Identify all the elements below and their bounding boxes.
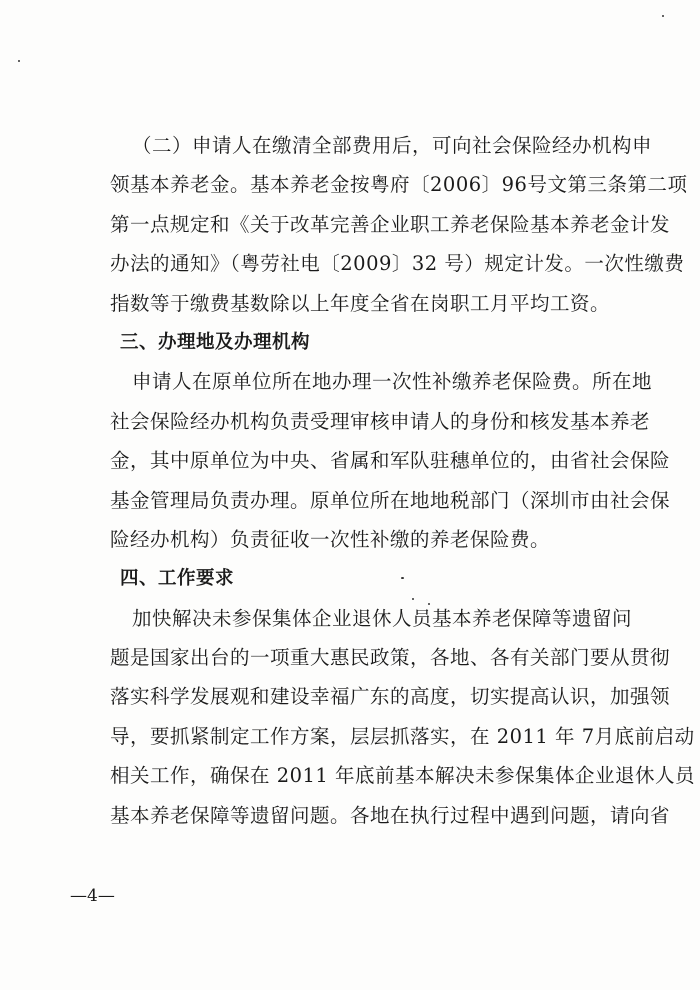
- paragraph-line: 金，其中原单位为中央、省属和军队驻穗单位的，由省社会保险: [110, 449, 671, 473]
- paragraph-line: 相关工作，确保在 2011 年底前基本解决未参保集体企业退休人员: [110, 764, 696, 788]
- paragraph-line: 社会保险经办机构负责受理审核申请人的身份和核发基本养老: [110, 409, 651, 433]
- paragraph-line: 导，要抓紧制定工作方案，层层抓落实，在 2011 年 7月底前启动: [110, 724, 695, 748]
- paragraph-line: 第一点规定和《关于改革完善企业职工养老保险基本养老金计发: [110, 212, 671, 236]
- scan-speck: [401, 577, 404, 579]
- section-heading: 四、工作要求: [120, 568, 235, 590]
- paragraph-line: 基本养老保障等遗留问题。各地在执行过程中遇到问题，请向省: [110, 803, 671, 827]
- paragraph-line: 指数等于缴费基数除以上年度全省在岗职工月平均工资。: [110, 291, 611, 315]
- paragraph-line: 申请人在原单位所在地办理一次性补缴养老保险费。所在地: [132, 370, 653, 394]
- paragraph-line: （二）申请人在缴清全部费用后，可向社会保险经办机构申: [132, 134, 653, 157]
- paragraph-line: 加快解决未参保集体企业退休人员基本养老保障等遗留问: [132, 606, 633, 630]
- scan-speck: [662, 15, 664, 17]
- scan-speck: [412, 598, 414, 600]
- scan-speck: [428, 603, 430, 605]
- paragraph-line: 办法的通知》（粤劳社电〔2009〕32 号）规定计发。一次性缴费: [110, 252, 685, 276]
- paragraph-line: 险经办机构）负责征收一次性补缴的养老保险费。: [110, 527, 551, 551]
- paragraph-line: 基金管理局负责办理。原单位所在地地税部门（深圳市由社会保: [110, 488, 671, 512]
- page-number: —4—: [70, 886, 115, 906]
- paragraph-line: 领基本养老金。基本养老金按粤府〔2006〕96号文第三条第二项: [110, 173, 688, 197]
- scan-speck: [18, 60, 20, 62]
- paragraph-line: 题是国家出台的一项重大惠民政策，各地、各有关部门要从贯彻: [110, 646, 671, 670]
- paragraph-line: 落实科学发展观和建设幸福广东的高度，切实提高认识，加强领: [110, 685, 671, 709]
- section-heading: 三、办理地及办理机构: [120, 331, 311, 353]
- document-body: [110, 126, 696, 835]
